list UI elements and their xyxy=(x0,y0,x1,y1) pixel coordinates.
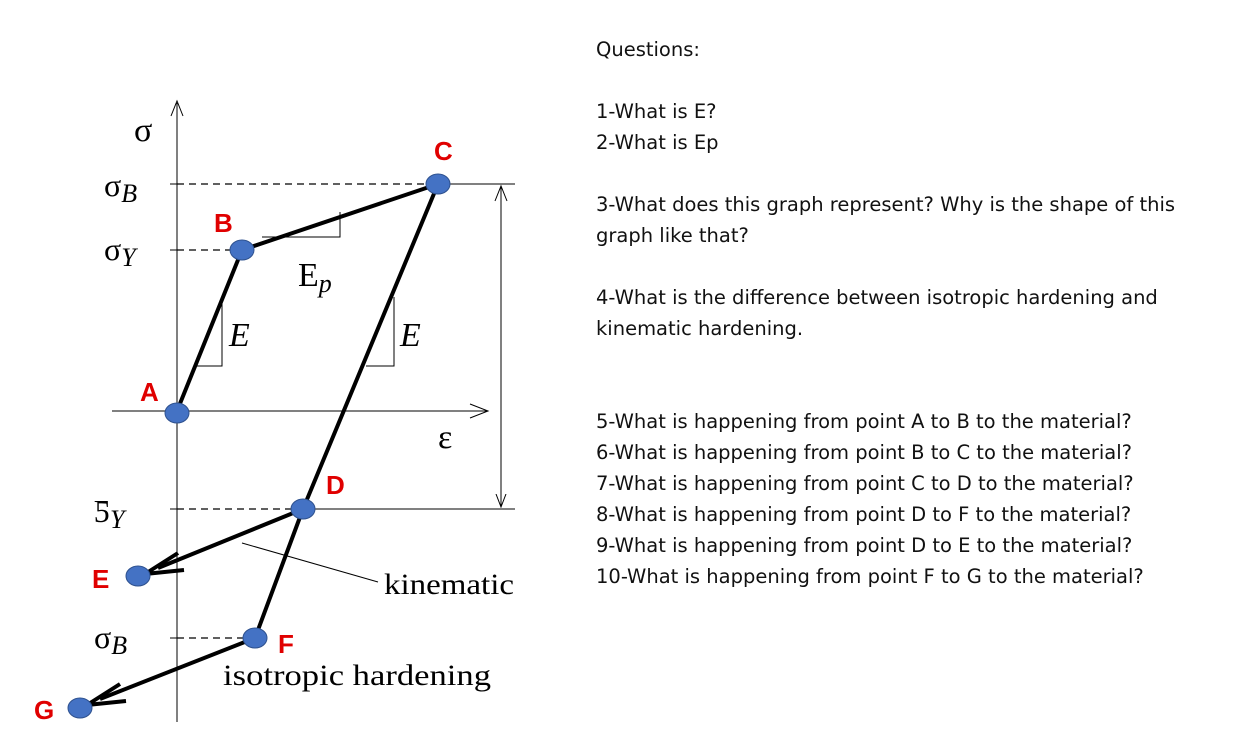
question-8: 8-What is happening from point D to F to the material? xyxy=(596,503,1132,526)
sigma-Y-label: σY xyxy=(104,231,136,272)
neg-sigma-Y-label: ƼY xyxy=(94,493,125,534)
question-5: 5-What is happening from point A to B to the material? xyxy=(596,410,1132,433)
point-G xyxy=(68,698,92,718)
question-3: 3-What does this graph represent? Why is the shape of this graph like that? xyxy=(596,193,1176,247)
questions-panel xyxy=(596,34,1236,592)
slope-triangle-E-CD xyxy=(366,297,394,366)
point-F xyxy=(243,628,267,648)
point-D xyxy=(291,499,315,519)
point-label-D: D xyxy=(326,470,345,500)
point-label-E: E xyxy=(92,564,110,594)
questions-heading: Questions: xyxy=(596,38,700,61)
slope-label-E-CD: E xyxy=(400,317,421,354)
point-A xyxy=(165,403,189,423)
point-label-G: G xyxy=(34,695,55,725)
question-6: 6-What is happening from point B to C to the material? xyxy=(596,441,1133,464)
question-4: 4-What is the difference between isotropic hardening and kinematic hardening. xyxy=(596,286,1158,340)
strain-axis-symbol: ε xyxy=(438,419,453,456)
point-C xyxy=(426,174,450,194)
question-10: 10-What is happening from point F to G to the material? xyxy=(596,565,1144,588)
slope-label-E-AB: E xyxy=(229,317,250,354)
kinematic-arrowhead xyxy=(145,553,184,574)
stress-axis-symbol: σ xyxy=(134,112,153,149)
point-label-A: A xyxy=(140,377,159,407)
isotropic-hardening-label: isotropic hardening xyxy=(223,659,491,692)
question-7: 7-What is happening from point C to D to the material? xyxy=(596,472,1134,495)
slope-label-Ep: Ep xyxy=(298,257,332,298)
point-E xyxy=(126,566,150,586)
isotropic-arrowhead xyxy=(87,684,126,705)
kinematic-path-D-E xyxy=(158,509,303,568)
kinematic-label: kinematic xyxy=(384,568,514,601)
stress-strain-diagram xyxy=(0,0,580,737)
question-2: 2-What is Ep xyxy=(596,131,719,154)
point-label-C: C xyxy=(434,136,453,166)
point-label-F: F xyxy=(278,629,294,659)
kinematic-leader-line xyxy=(242,543,378,582)
neg-sigma-B-label: σB xyxy=(94,619,128,660)
slope-triangle-Ep xyxy=(262,212,340,237)
point-B xyxy=(230,240,254,260)
point-label-B: B xyxy=(214,208,233,238)
sigma-B-label: σB xyxy=(104,167,138,208)
question-1: 1-What is E? xyxy=(596,100,717,123)
question-9: 9-What is happening from point D to E to the material? xyxy=(596,534,1133,557)
